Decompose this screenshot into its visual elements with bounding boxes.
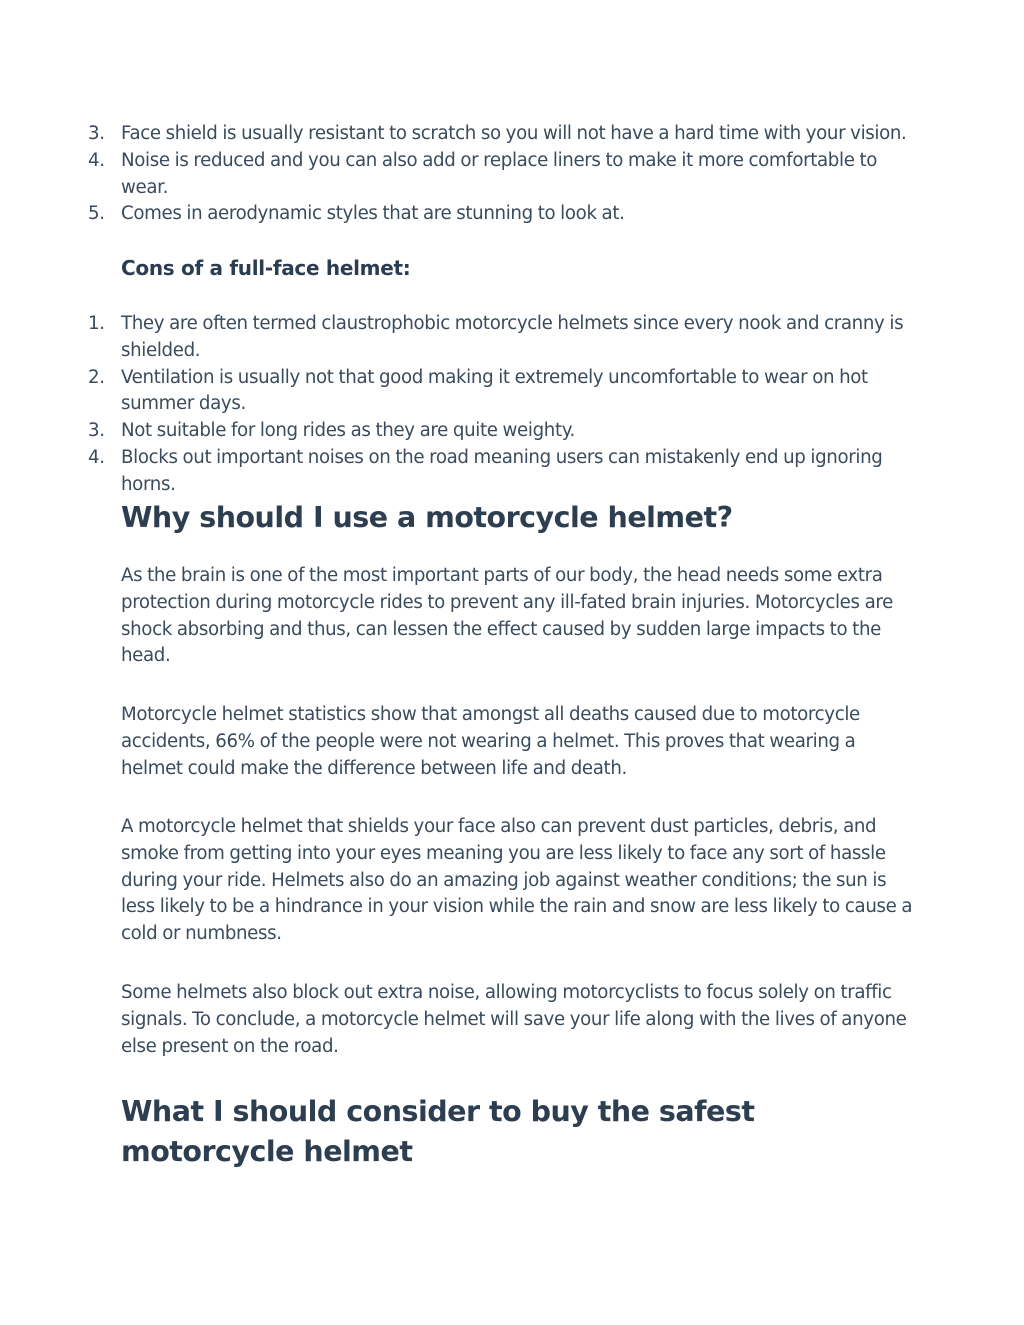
list-item-text: Blocks out important noises on the road meaning users can mistakenly end up ignoring horns.	[121, 446, 883, 495]
why-paragraph-3: A motorcycle helmet that shields your face also can prevent dust particles, debris, and smoke from getting into your eyes meaning you are less likely to face any sort of hassle during your ride. Helmets also do an amazing job against weather conditions; the sun is less likely to be a hindrance in your vision while the rain and snow are less likely to cause a cold or numbness.	[121, 816, 913, 945]
list-item	[88, 311, 918, 365]
list-item-text: Noise is reduced and you can also add or replace liners to make it more comfortable to wear.	[121, 149, 878, 198]
list-item	[88, 148, 918, 202]
why-paragraph-1: As the brain is one of the most important parts of our body, the head needs some extra protection during motorcycle rides to prevent any ill-fated brain injuries. Motorcycles are shock absorbing and thus, can lessen the effect caused by sudden large impacts to the head.	[121, 565, 893, 667]
list-number: 4.	[88, 446, 105, 468]
why-paragraph-4: Some helmets also block out extra noise, allowing motorcyclists to focus solely on traffic signals. To conclude, a motorcycle helmet will save your life along with the lives of anyone else present on the road.	[121, 982, 907, 1057]
list-item-text: They are often termed claustrophobic motorcycle helmets since every nook and cranny is shielded.	[121, 313, 904, 361]
list-item	[88, 121, 918, 148]
list-number: 3.	[88, 420, 105, 442]
cons-heading: Cons of a full-face helmet:	[121, 256, 411, 280]
list-item	[88, 201, 918, 228]
list-number: 3.	[88, 123, 105, 144]
list-number: 4.	[88, 149, 105, 171]
why-paragraph-2: Motorcycle helmet statistics show that amongst all deaths caused due to motorcycle accidents, 66% of the people were not wearing a helmet. This proves that wearing a helmet could make the difference between life and death.	[121, 704, 860, 779]
cons-list	[88, 311, 918, 499]
list-item-text: Face shield is usually resistant to scratch so you will not have a hard time with your vision.	[121, 123, 907, 144]
list-number: 1.	[88, 313, 105, 334]
list-item	[88, 365, 918, 419]
list-number: 5.	[88, 203, 105, 225]
list-item	[88, 445, 918, 499]
list-item-text: Not suitable for long rides as they are quite weighty.	[121, 420, 575, 442]
consider-heading: What I should consider to buy the safest motorcycle helmet	[121, 1095, 755, 1168]
list-item	[88, 418, 918, 445]
list-item-text: Ventilation is usually not that good making it extremely uncomfortable to wear on hot summer days.	[121, 366, 868, 415]
why-heading: Why should I use a motorcycle helmet?	[121, 501, 733, 534]
pros-list	[88, 121, 918, 228]
list-number: 2.	[88, 366, 105, 388]
list-item-text: Comes in aerodynamic styles that are stunning to look at.	[121, 203, 625, 225]
